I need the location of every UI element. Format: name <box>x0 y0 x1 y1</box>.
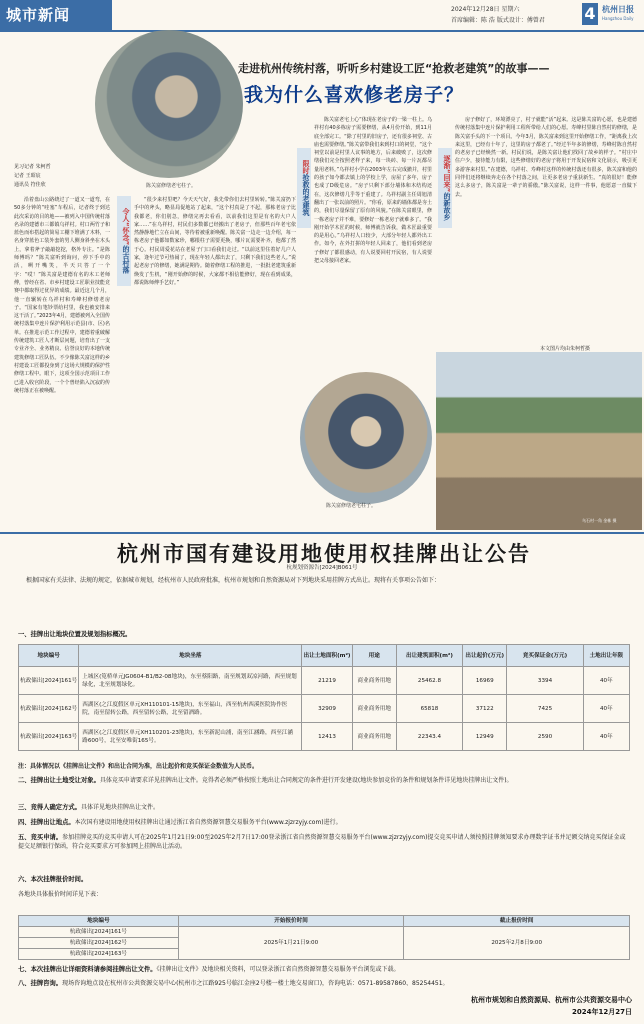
notice-section-3: 三、竞得人确定方式。具体详见地块挂牌出让文件。 <box>18 804 159 811</box>
notice-section-4: 四、挂牌出让地点。本次国有建设用地使用权挂牌出让通过浙江省自然资源智慧交易服务平台(www.zjzrzyjy.com)进行。 <box>18 819 342 826</box>
table-row: 杭政储出[2024]163号 西湖区(之江度假区单元XH110201-23地块)，东至新泥山浦，南至江涵路，西至江涵路600号，北至安唯街165号。 12413 商业商务用地 22343.4 12949 2590 40年 <box>19 723 630 751</box>
table-row: 杭政储出[2024]161号 2025年1月21日9:00 2025年2月8日9:00 <box>19 927 630 938</box>
notice-intro: 根据国家有关法律、法规的规定，依据城市规划，经杭州市人民政府批准，杭州市规划和自然资源局对下列地块采用挂牌方式出让。现将有关事项公告如下： <box>26 577 441 584</box>
issue-date: 2024年12月28日 星期六 <box>451 6 520 13</box>
table-row: 杭政储出[2024]162号 <box>19 938 630 949</box>
th-deposit: 竞买保证金(万元) <box>507 645 583 667</box>
table-header-row: 地块编号 开始报价时间 截止报价时间 <box>19 916 630 927</box>
article-credits <box>14 163 94 190</box>
th-floor-area: 出让建筑面积(m²) <box>396 645 462 667</box>
section-title: 城市新闻 <box>6 6 71 24</box>
photo1-caption: 陈关富修缮老宅柱子。 <box>146 183 197 189</box>
table-row: 杭政储出[2024]162号 西湖区(之江度假区单元XH110101-15地块)，东至福山，西至杭州西溪医院协作医院，南至留转公路，西至留转公路，北至留酒路。 32909 商业商务用地 65818 37122 7425 40年 <box>19 695 630 723</box>
th-start-price: 出让起价(万元) <box>463 645 507 667</box>
section-tag-3: 逐渐“回来”的新故乡 <box>438 148 452 228</box>
section-tag-2: 限时抢救的老建筑 <box>297 148 311 228</box>
notice-issuer: 杭州市规划和自然资源局、杭州市公共资源交易中心 <box>471 996 632 1004</box>
article-intro-paragraph: 沿着盘山公路绕过了一道又一道弯，在50多分钟的“哇塞”车程后，记者终于到达此次采访的目的地——被列入中国传统村落名录的建德市三都镇乌祥村。村口两竹子和蓝色而布搭起的简易工棚下堆满了木料，一名身穿蓝色工装外套的男人侧身斜坐在木头上，拿着斧子敲敲挖挖，格外专注。“是陈师傅吗？”陈关富听到询问，停下手中的活，咧开嘴笑，半天只答了一个字：“哎！”陈关富是建德有名的木工老师傅，曾经在省、市乡村建设工匠职业技能竞赛中都取得过优异的成绩。最近这几个月，他一直辗转在乌祥村和寿峰村修缮老房子。“国家有笔钞票给村里，我也被安排来这干活了。”2023年4月，建德被列入全国传统村落集中连片保护利用示范县(市、区)名单。在推进示范工作过程中，建德着重破解传统建筑工匠人才断层问题，培育出了一支专业齐全、业务精良、信誉良好的本地传统建筑修缮工匠队伍。不少像陈关富这样的乡村建设工匠都投身到了这场大规模的保护性修缮工程中。眼下，这项全国示范项目工作已进入收官阶段，一个个曾经陷入沉寂的传统村落正在被唤醒。 <box>14 197 110 394</box>
article-column-3: 陈关富老宅上心“体现在老房子的一梁一柱上。乌祥村有40多栋房子需要修缮，从4月份开始，到11月底全部完工。“除了村里的旧房子，还有很多祠堂、古庙也需要修缮。”陈关富带我们来到村口的祠堂，“这个祠堂以前是村里人议事的地方，后来破败了，这次修缮我们完全按照老样子来，每一块砖、每一片瓦都尽量用老料。”乌祥村小学在2003年左右完成撤并，村里的孩子如今都去镇上的学校上学，房屋了多年，房子也成了D级危房。“房子只剩下部分墙体和木结构还在，这次修缮几乎等于重建了。乌祥村副主任周旭清翻出了一张以前的照片。“你看，原来的墙体都是夯土的，我们尽量保留了原有的风貌。”在陈关富眼里，修一栋老房子并不难，要修好一栋老房子就难多了。“我刚开始学木匠的时候，师傅就告诉我，做木匠最重要的是用心。”乌祥村人口较少，大部分年轻人都外出工作。如今，在外打拼的年轻人回来了，他们看到老房子修好了都很感动，有人说要回村开民宿，有人说要把父母接回老家。 <box>314 117 432 265</box>
bidding-time-table <box>18 915 630 960</box>
masthead-en: Hangzhou Daily <box>602 16 634 21</box>
notice-date: 2024年12月27日 <box>572 1008 632 1016</box>
article-photo-village <box>436 352 642 530</box>
notice-section-1: 一、挂牌出让地块位置及规划指标概况。 <box>18 631 132 638</box>
th-use: 用途 <box>352 645 396 667</box>
th-code: 地块编号 <box>19 645 79 667</box>
editor-line: 首席编辑：陈 浩 版式设计：傅曾君 <box>451 17 545 24</box>
photo2-caption: 陈关富修缮老宅柱子。 <box>326 503 377 509</box>
th-term: 土地出让年限 <box>583 645 629 667</box>
section-tag-1: 令人“怀念”的古村落 <box>117 196 131 286</box>
notice-section-5: 五、竞买申请。参加挂牌竞买的竞买申请人可在2025年1月21日9:00至2025年2月7日17:00登录浙江省自然资源智慧交易服务平台(www.zjzrzyjy.com)提交竞买申请人须按照挂牌须知要求办理数字证书并足额交纳竞买保证金或提交足额银行保函，符合竞买要求方可参加网上挂牌出让活动。 <box>18 834 626 850</box>
notice-section-6-text: 各地块具体报价时间详见下表： <box>18 891 103 898</box>
article-subtitle: 走进杭州传统村落，听听乡村建设工匠“抢救老建筑”的故事—— <box>238 62 550 75</box>
th-location: 地块坐落 <box>79 645 302 667</box>
photo3-caption: 乌石村一角 金栋 摄 <box>582 518 617 523</box>
photo-source-note: 本文图片均由朱柯哲摄 <box>540 346 591 352</box>
credit-line: 通讯员 符佳欣 <box>14 182 46 188</box>
th-area: 出让土地面积(m²) <box>302 645 352 667</box>
article-column-2: “很少来村里吧？今天天气好，我先带你们去村里转转。”陈关富扔下手中的斧头，略显局促地站了起来，“这个村真是了不起，那栋老房子比我都老，你们别急，修缮完再去看看，以前我们这里是有名的大户人家……”在乌祥村，村民们多数都已经搬出了老房子，但那些百年老宅依然静静地伫立在山间，等待着被重新唤醒。陈关富一边走一边介绍，每一栋老房子他都如数家珍，哪根柱子需要更换，哪片瓦需要补齐，他都了然于心。村民周爱花站在老屋子门口看我们走过。“以前这里住着好几户人家，逢年过节可热闹了，现在年轻人都出去了，只剩下我们这些老人。”说起老房子的修缮，她满是期待。随着修缮工程的推进，一批批老建筑重新焕发了生机，“刚开始修的时候，大家都不相信能修好，现在看到成果，都说陈师傅手艺好。” <box>134 197 296 286</box>
section-banner <box>0 0 112 30</box>
table-row: 杭政储出[2024]163号 <box>19 949 630 960</box>
notice-title: 杭州市国有建设用地使用权挂牌出让公告 <box>117 542 531 566</box>
page-number: 4 <box>582 3 598 25</box>
credit-line: 见习记者 朱柯哲 <box>14 164 51 170</box>
notice-section-8: 八、挂牌咨询。现场咨询地点设在杭州市公共资源交易中心(杭州市之江路925号临江金座2号楼一楼土地交易窗口)，咨询电话：0571-89587860、85254451。 <box>18 980 449 987</box>
credit-line: 记者 王昭宸 <box>14 173 41 179</box>
notice-note: 注：具体情况以《挂牌出让文件》和出让合同为准，出让起价和竞买保证金数值为人民币。 <box>18 763 259 770</box>
notice-section-6-title: 六、本次挂牌报价时间。 <box>18 876 88 883</box>
notice-section-7: 七、本次挂牌出让详细资料请参阅挂牌出让文件。《挂牌出让文件》及地块相关资料，可以登录浙江省自然资源智慧交易服务平台浏览或下载。 <box>18 966 400 973</box>
parcel-table <box>18 644 630 751</box>
header-rule <box>0 30 644 32</box>
article-title: 我为什么喜欢修老房子？ <box>244 84 465 106</box>
notice-divider <box>0 532 644 534</box>
masthead-logo: 杭州日报 <box>602 5 634 14</box>
notice-section-2: 二、挂牌出让土地受让对象。具体竞买申请要求详见挂牌出让文件。竞得者必须严格按照土地出让合同规定的条件进行开发建设(地块参加竞价的条件和规划条件详见地块挂牌出让文件)。 <box>18 777 513 784</box>
notice-reference: 杭规划资源告[2024]B061号 <box>286 565 358 571</box>
article-photo-pillar-repair <box>300 372 432 504</box>
article-column-4: 房子修好了，环境漂亮了，村子就能“活”起来。这是陈关富的心愿，也是建德传统村落集中连片保护利用工程所带给人们的心愿。寿峰村里陈自然村的修缮，是陈关富手头的下一个项目。今年3月，陈关富来到这里开始修缮工作，“距离我上次来这里，已经有十年了，这里的房子都老了。”经过半年多的修缮，寿峰村陈自然村的老房子已经焕然一新。村民们说，是陈关富让他们找回了故乡的样子。“村庄中住户少，接待能力有限，这些修缮好的老房子将用于开发民宿和文化展示，吸引更多游客来村里。”在建德，乌祥村、寿峰村这样的传统村落还有很多，陈关富和他的同伴们还将继续奔走在各个村落之间，让更多老房子重获新生。“真的很好！能修这么多房子，陈关富是一辈子的骄傲。”陈关富说，这样一件事，他愿意一直做下去。 <box>455 117 637 198</box>
table-header-row <box>19 645 630 667</box>
article-photo-carpenter <box>95 30 243 178</box>
table-row: 杭政储出[2024]161号 上城区(笕桥单元JG0604-B1/B2-08地块)，东至蔡阳路，南至规划双凉河路，西至规划绿化，北至规划绿化。 21219 商业商务用地 25462.8 16969 3394 40年 <box>19 667 630 695</box>
